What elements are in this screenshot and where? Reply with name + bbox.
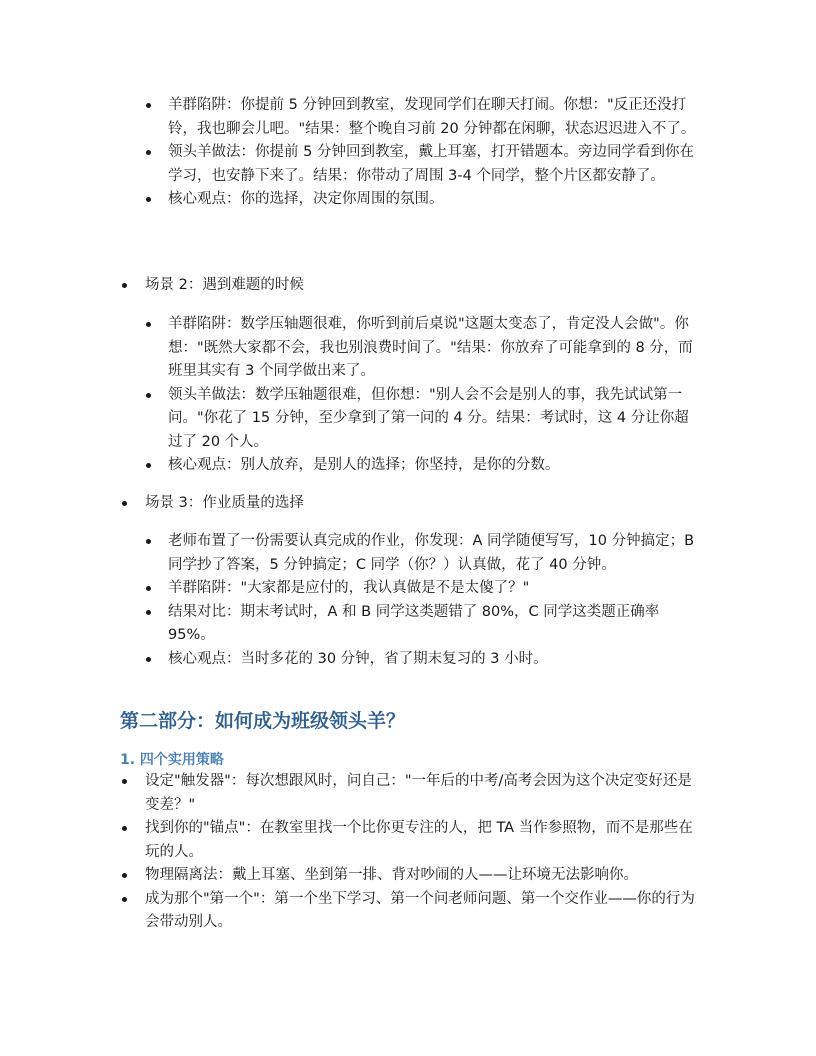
subsection-title: 1. 四个实用策略 (120, 752, 224, 768)
strategy-list (145, 770, 705, 935)
list-item: 核心观点：你的选择，决定你周围的氛围。 (168, 188, 698, 212)
scene-1-list (168, 94, 698, 212)
list-item: 成为那个"第一个"：第一个坐下学习、第一个问老师问题、第一个交作业——你的行为会带动别人。 (145, 888, 705, 935)
scene-3-heading: 场景 3：作业质量的选择 (145, 492, 705, 516)
list-item: 核心观点：当时多花的 30 分钟，省了期末复习的 3 小时。 (168, 648, 698, 672)
list-item: 羊群陷阱：你提前 5 分钟回到教室，发现同学们在聊天打闹。你想："反正还没打铃，我也聊会儿吧。"结果：整个晚自习前 20 分钟都在闲聊，状态迟迟进入不了。 (168, 94, 698, 141)
list-item: 设定"触发器"：每次想跟风时，问自己："一年后的中考/高考会因为这个决定变好还是变差？" (145, 770, 705, 817)
scene-2-heading: 场景 2：遇到难题的时候 (145, 274, 705, 298)
list-item: 老师布置了一份需要认真完成的作业，你发现：A 同学随便写写，10 分钟搞定；B 同学抄了答案，5 分钟搞定；C 同学（你？）认真做，花了 40 分钟。 (168, 530, 698, 577)
list-item: 羊群陷阱："大家都是应付的，我认真做是不是太傻了？" (168, 577, 698, 601)
list-item: 羊群陷阱：数学压轴题很难，你听到前后桌说"这题太变态了，肯定没人会做"。你想："既然大家都不会，我也别浪费时间了。"结果：你放弃了可能拿到的 8 分，而班里其实有 3 个同学做出来了。 (168, 313, 698, 384)
list-item: 找到你的"锚点"：在教室里找一个比你更专注的人，把 TA 当作参照物，而不是那些在玩的人。 (145, 817, 705, 864)
scene-3-heading-list (145, 492, 705, 516)
scene-2-heading-list (145, 274, 705, 298)
scene-2-list (168, 313, 698, 478)
list-item: 物理隔离法：戴上耳塞、坐到第一排、背对吵闹的人——让环境无法影响你。 (145, 864, 705, 888)
list-item: 领头羊做法：你提前 5 分钟回到教室，戴上耳塞，打开错题本。旁边同学看到你在学习，也安静下来了。结果：你带动了周围 3-4 个同学，整个片区都安静了。 (168, 141, 698, 188)
list-item: 结果对比：期末考试时，A 和 B 同学这类题错了 80%，C 同学这类题正确率 95%。 (168, 601, 698, 648)
scene-3-list (168, 530, 698, 671)
list-item: 领头羊做法：数学压轴题很难，但你想："别人会不会是别人的事，我先试试第一问。"你花了 15 分钟，至少拿到了第一问的 4 分。结果：考试时，这 4 分让你超过了 20 个人。 (168, 384, 698, 455)
list-item: 核心观点：别人放弃，是别人的选择；你坚持，是你的分数。 (168, 454, 698, 478)
section-title: 第二部分：如何成为班级领头羊？ (120, 710, 406, 732)
